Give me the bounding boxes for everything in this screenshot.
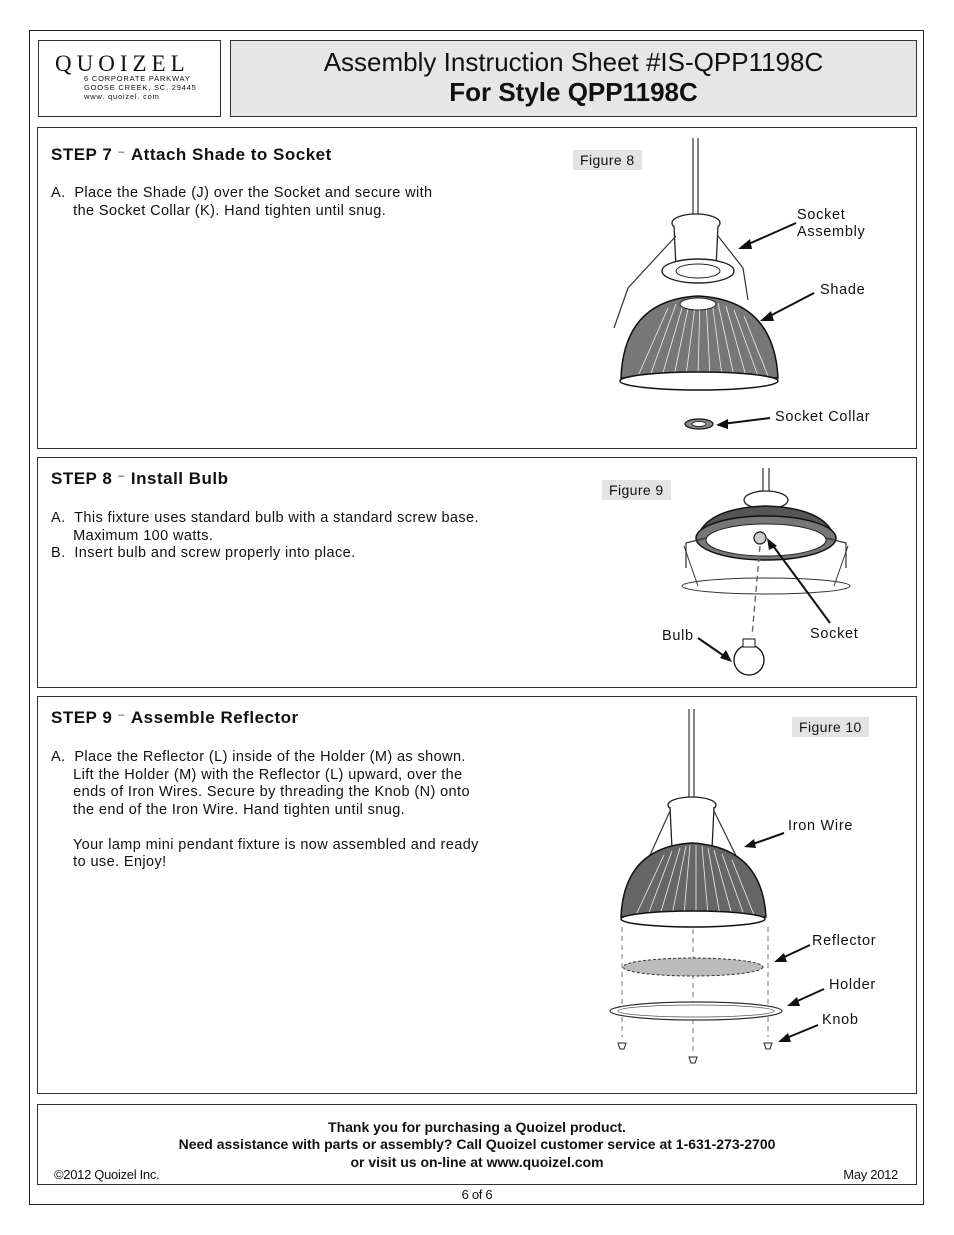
figure-10-illustration: [38, 697, 918, 1095]
figure-8-illustration: [38, 128, 918, 450]
step-8-instructions: A. This fixture uses standard bulb with a standard screw base. Maximum 100 watts. B. Insert bulb and screw properly into place.: [51, 510, 479, 561]
logo-box: [38, 40, 221, 117]
callout-knob: Knob: [822, 1012, 859, 1028]
step-9-instructions: A. Place the Reflector (L) inside of the Holder (M) as shown. Lift the Holder (M) with the Reflector (L) upward, over the ends of Iron Wires. Secure by threading the Knob (N) onto the end of the Iron Wire. Hand tighten until snug. Your lamp mini pendant fixture is now assembled and ready to use. Enjoy!: [51, 749, 479, 870]
figure-9-label: Figure 9: [602, 480, 671, 500]
callout-bulb: Bulb: [662, 628, 694, 644]
step-9-panel: [37, 696, 917, 1094]
date-text: May 2012: [843, 1167, 898, 1182]
figure-8-label: Figure 8: [573, 150, 642, 170]
step-number: STEP 7: [51, 145, 113, 164]
callout-iron-wire: Iron Wire: [788, 818, 854, 834]
callout-shade: Shade: [820, 282, 866, 298]
sheet-title: Assembly Instruction Sheet #IS-QPP1198C: [323, 47, 824, 77]
address-line-2: GOOSE CREEK, SC. 29445: [84, 83, 197, 92]
copyright-text: ©2012 Quoizel Inc.: [54, 1167, 160, 1182]
thank-you-text: Thank you for purchasing a Quoizel product.: [328, 1119, 626, 1135]
step-7-instructions: A. Place the Shade (J) over the Socket and secure with the Socket Collar (K). Hand tighten until snug.: [51, 185, 433, 219]
footer-box: [37, 1104, 917, 1185]
step-number: STEP 8: [51, 469, 113, 488]
step-number: STEP 9: [51, 708, 113, 727]
callout-socket: Socket: [810, 626, 859, 642]
callout-socket-assembly: Socket Assembly: [797, 207, 866, 240]
step-dash: –: [118, 470, 125, 482]
website-footer-text: or visit us on-line at www.quoizel.com: [350, 1154, 604, 1170]
style-title: For Style QPP1198C: [449, 77, 698, 107]
website-text: www. quoizel. com: [84, 92, 160, 101]
step-8-panel: [37, 457, 917, 688]
step-title: Assemble Reflector: [130, 708, 299, 727]
assistance-text: Need assistance with parts or assembly? Call Quoizel customer service at 1-631-273-2700: [178, 1136, 776, 1152]
brand-logo: QUOIZEL: [55, 51, 190, 76]
step-title: Attach Shade to Socket: [130, 145, 332, 164]
callout-reflector: Reflector: [812, 933, 877, 949]
callout-holder: Holder: [829, 977, 876, 993]
figure-10-label: Figure 10: [792, 717, 869, 737]
step-dash: –: [118, 709, 125, 721]
step-title: Install Bulb: [130, 469, 229, 488]
address-line-1: 6 CORPORATE PARKWAY: [84, 74, 191, 83]
title-box: [230, 40, 917, 117]
figure-9-illustration: [38, 458, 918, 689]
step-7-panel: [37, 127, 917, 449]
callout-socket-collar: Socket Collar: [775, 409, 871, 425]
page-number: 6 of 6: [461, 1187, 493, 1202]
step-dash: –: [118, 146, 125, 158]
